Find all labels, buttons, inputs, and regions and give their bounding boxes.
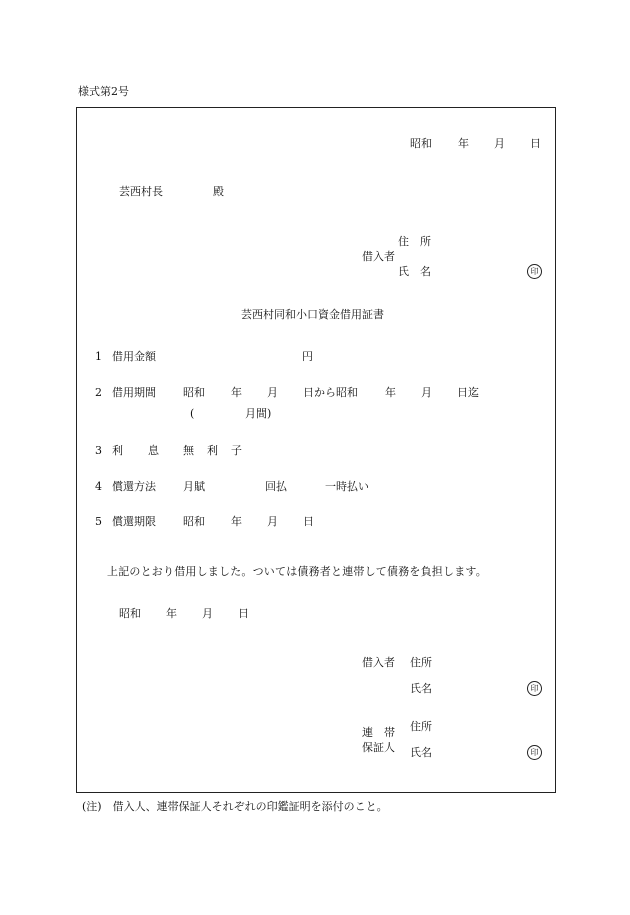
- item-3-value-a: 無: [183, 444, 194, 457]
- item-2-to-year: 年: [385, 386, 396, 399]
- item-5-year: 年: [231, 515, 242, 528]
- item-2-to-month: 月: [421, 386, 432, 399]
- date-day: 日: [530, 137, 541, 150]
- item-3-label-b: 息: [148, 444, 159, 457]
- item-2-months-close: 月間): [245, 407, 272, 420]
- borrower-address-label: 住 所: [398, 235, 431, 248]
- signing-day: 日: [238, 607, 249, 620]
- date-month: 月: [494, 137, 505, 150]
- item-5-num: 5: [95, 515, 102, 528]
- item-3-value-c: 子: [231, 444, 242, 457]
- borrower-role: 借入者: [362, 656, 395, 669]
- date-era: 昭和: [410, 137, 432, 150]
- item-5-month: 月: [267, 515, 278, 528]
- item-3-num: 3: [95, 444, 102, 457]
- item-2-from-month: 月: [267, 386, 278, 399]
- item-4-installments: 回払: [265, 480, 287, 493]
- item-2-months-open: (: [190, 407, 195, 420]
- statement-text: 上記のとおり借用しました。ついては債務者と連帯して債務を負担します。: [107, 565, 487, 578]
- item-5-label: 償還期限: [112, 515, 156, 528]
- guarantor-name: 氏名: [410, 746, 432, 759]
- seal-icon: 印: [527, 264, 542, 279]
- item-3-value-b: 利: [207, 444, 218, 457]
- item-1-label: 借用金額: [112, 350, 156, 363]
- item-2-from-year: 年: [231, 386, 242, 399]
- date-year: 年: [458, 137, 469, 150]
- item-5-era: 昭和: [183, 515, 205, 528]
- borrower-name: 氏名: [410, 682, 432, 695]
- guarantor-role-a: 連 帯: [362, 726, 395, 739]
- form-number: 様式第2号: [78, 85, 129, 98]
- item-4-lump: 一時払い: [325, 480, 369, 493]
- borrower-group-label: 借入者: [362, 250, 395, 263]
- signing-month: 月: [202, 607, 213, 620]
- signing-era: 昭和: [119, 607, 141, 620]
- item-4-num: 4: [95, 480, 102, 493]
- document-title: 芸西村同和小口資金借用証書: [241, 308, 384, 321]
- borrower-address: 住所: [410, 656, 432, 669]
- addressee-honorific: 殿: [213, 185, 224, 198]
- item-2-from-day: 日から昭和: [303, 386, 358, 399]
- item-2-from-era: 昭和: [183, 386, 205, 399]
- borrower-name-label: 氏 名: [398, 265, 431, 278]
- footnote: (注) 借入人、連帯保証人それぞれの印鑑証明を添付のこと。: [82, 800, 388, 813]
- seal-icon: 印: [527, 745, 542, 760]
- guarantor-address: 住所: [410, 720, 432, 733]
- guarantor-role-b: 保証人: [362, 741, 395, 754]
- item-1-num: 1: [95, 350, 102, 363]
- item-2-label: 借用期間: [112, 386, 156, 399]
- addressee-name: 芸西村長: [119, 185, 163, 198]
- item-4-label: 償還方法: [112, 480, 156, 493]
- item-5-day: 日: [303, 515, 314, 528]
- seal-icon: 印: [527, 681, 542, 696]
- item-2-num: 2: [95, 386, 102, 399]
- item-2-to-day: 日迄: [457, 386, 479, 399]
- item-1-unit: 円: [302, 350, 313, 363]
- signing-year: 年: [166, 607, 177, 620]
- item-3-label-a: 利: [112, 444, 123, 457]
- item-4-monthly: 月賦: [183, 480, 205, 493]
